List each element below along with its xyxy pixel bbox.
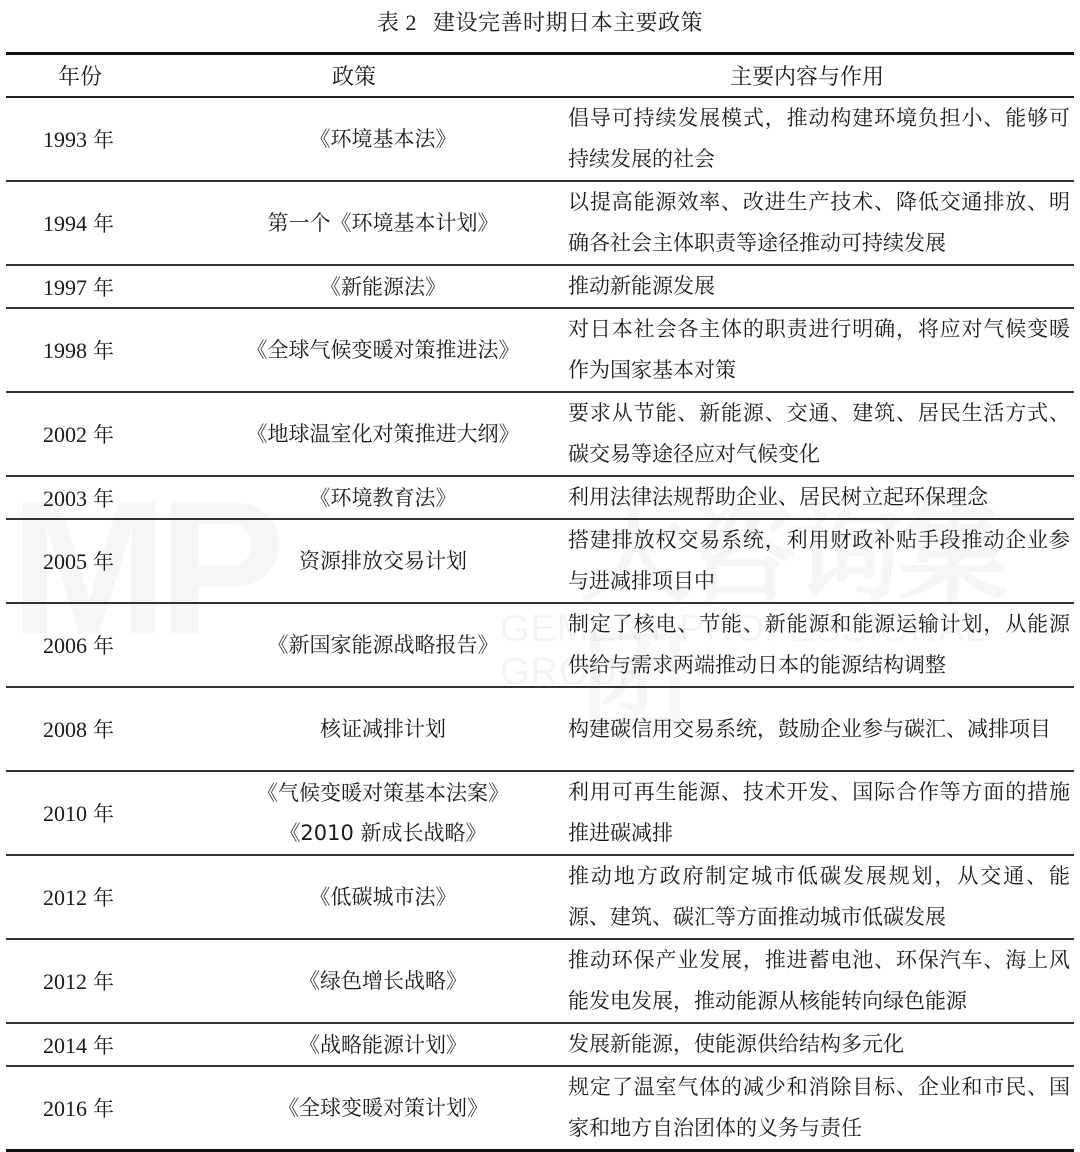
year-unit: 年 (93, 1097, 114, 1121)
cell-policy (210, 476, 556, 519)
cell-year (6, 1023, 210, 1066)
table-row (6, 392, 1074, 476)
year-value: 2012 (43, 969, 87, 994)
table-caption (0, 8, 1080, 39)
policy-name: 《气候变暖对策基本法案》 (257, 781, 509, 805)
cell-content: 要求从节能、新能源、交通、建筑、居民生活方式、碳交易等途径应对气候变化 (568, 401, 1070, 466)
table-body (6, 97, 1074, 1151)
table-row (6, 181, 1074, 265)
year-value: 2008 (43, 717, 87, 742)
cell-content: 对日本社会各主体的职责进行明确，将应对气候变暖作为国家基本对策 (568, 317, 1070, 382)
policy-name: 《全球变暖对策计划》 (278, 1096, 488, 1120)
table-row (6, 476, 1074, 519)
policy-name: 《地球温室化对策推进大纲》 (246, 422, 520, 446)
year-value: 2010 (43, 801, 87, 826)
cell-policy (210, 771, 556, 855)
cell-content: 利用法律法规帮助企业、居民树立起环保理念 (568, 485, 988, 509)
policy-name: 《环境基本法》 (309, 127, 457, 151)
table-row (6, 939, 1074, 1023)
year-unit: 年 (93, 634, 114, 658)
table-row (6, 1066, 1074, 1151)
year-unit: 年 (93, 718, 114, 742)
cell-content: 推动地方政府制定城市低碳发展规划，从交通、能源、建筑、碳汇等方面推动城市低碳发展 (568, 864, 1070, 929)
cell-year (6, 603, 210, 687)
policy-name: 《低碳城市法》 (309, 885, 457, 909)
table-row (6, 687, 1074, 771)
cell-content: 以提高能源效率、改进生产技术、降低交通排放、明确各社会主体职责等途径推动可持续发展 (568, 190, 1070, 255)
policy-name: 资源排放交易计划 (299, 549, 467, 573)
cell-content: 搭建排放权交易系统，利用财政补贴手段推动企业参与进减排项目中 (568, 528, 1070, 593)
year-unit: 年 (93, 550, 114, 574)
table-header-row (6, 54, 1074, 98)
policy-name: 核证减排计划 (320, 717, 446, 741)
policy-name: 《绿色增长战略》 (299, 969, 467, 993)
cell-policy (210, 939, 556, 1023)
policy-name: 《新能源法》 (320, 274, 446, 299)
year-unit: 年 (93, 802, 114, 826)
table-row (6, 1023, 1074, 1066)
year-value: 2003 (43, 485, 87, 511)
policy-name: 第一个《环境基本计划》 (267, 211, 499, 235)
year-unit: 年 (93, 128, 114, 152)
cell-policy (210, 1066, 556, 1151)
cell-content: 制定了核电、节能、新能源和能源运输计划，从能源供给与需求两端推动日本的能源结构调整 (568, 612, 1070, 677)
cell-year (6, 1066, 210, 1151)
cell-content: 规定了温室气体的减少和消除目标、企业和市民、国家和地方自治团体的义务与责任 (568, 1075, 1070, 1140)
cell-content: 构建碳信用交易系统，鼓励企业参与碳汇、减排项目 (568, 716, 1051, 741)
caption-number: 2 (405, 10, 417, 35)
year-unit: 年 (93, 886, 114, 910)
year-value: 2016 (43, 1096, 87, 1121)
year-unit: 年 (93, 1033, 114, 1058)
cell-policy (210, 1023, 556, 1066)
table-row (6, 97, 1074, 181)
policy-table (6, 52, 1074, 1152)
year-unit: 年 (93, 486, 114, 511)
table-row (6, 603, 1074, 687)
cell-policy (210, 519, 556, 603)
cell-year (6, 97, 210, 181)
year-value: 2005 (43, 549, 87, 574)
header-content: 主要内容与作用 (730, 65, 885, 90)
table-row (6, 771, 1074, 855)
cell-year (6, 855, 210, 939)
cell-policy (210, 308, 556, 392)
cell-year (6, 687, 210, 771)
cell-year (6, 476, 210, 519)
year-value: 1998 (43, 338, 87, 363)
policy-name: 《战略能源计划》 (299, 1032, 467, 1057)
year-value: 2002 (43, 422, 87, 447)
cell-year (6, 181, 210, 265)
cell-content: 推动新能源发展 (568, 274, 715, 298)
year-value: 2006 (43, 633, 87, 658)
header-policy: 政策 (332, 65, 377, 90)
policy-name: 《全球气候变暖对策推进法》 (246, 338, 520, 362)
cell-content: 推动环保产业发展，推进蓄电池、环保汽车、海上风能发电发展，推动能源从核能转向绿色能源 (568, 948, 1070, 1013)
cell-year (6, 939, 210, 1023)
year-value: 1994 (43, 211, 87, 236)
year-value: 1993 (43, 127, 87, 152)
cell-policy (210, 687, 556, 771)
cell-content: 发展新能源，使能源供给结构多元化 (568, 1032, 904, 1056)
cell-year (6, 519, 210, 603)
table-row (6, 308, 1074, 392)
caption-title: 建设完善时期日本主要政策 (433, 11, 704, 36)
year-unit: 年 (93, 423, 114, 447)
year-unit: 年 (93, 970, 114, 994)
cell-content: 倡导可持续发展模式，推动构建环境负担小、能够可持续发展的社会 (568, 106, 1070, 171)
year-unit: 年 (93, 339, 114, 363)
year-unit: 年 (93, 275, 114, 300)
caption-prefix: 表 (376, 11, 400, 36)
policy-name: 《环境教育法》 (309, 485, 457, 510)
policy-name: 《2010 新成长战略》 (279, 821, 487, 845)
year-value: 2014 (43, 1032, 87, 1058)
cell-policy (210, 265, 556, 308)
year-value: 2012 (43, 885, 87, 910)
cell-year (6, 392, 210, 476)
header-year: 年份 (58, 65, 103, 90)
table-row (6, 265, 1074, 308)
cell-year (6, 308, 210, 392)
cell-content: 利用可再生能源、技术开发、国际合作等方面的措施推进碳减排 (568, 780, 1070, 845)
cell-policy (210, 855, 556, 939)
table-row (6, 519, 1074, 603)
cell-policy (210, 181, 556, 265)
cell-year (6, 265, 210, 308)
cell-year (6, 771, 210, 855)
year-value: 1997 (43, 274, 87, 300)
cell-policy (210, 603, 556, 687)
year-unit: 年 (93, 212, 114, 236)
cell-policy (210, 97, 556, 181)
table-row (6, 855, 1074, 939)
policy-name: 《新国家能源战略报告》 (267, 633, 499, 657)
cell-policy (210, 392, 556, 476)
